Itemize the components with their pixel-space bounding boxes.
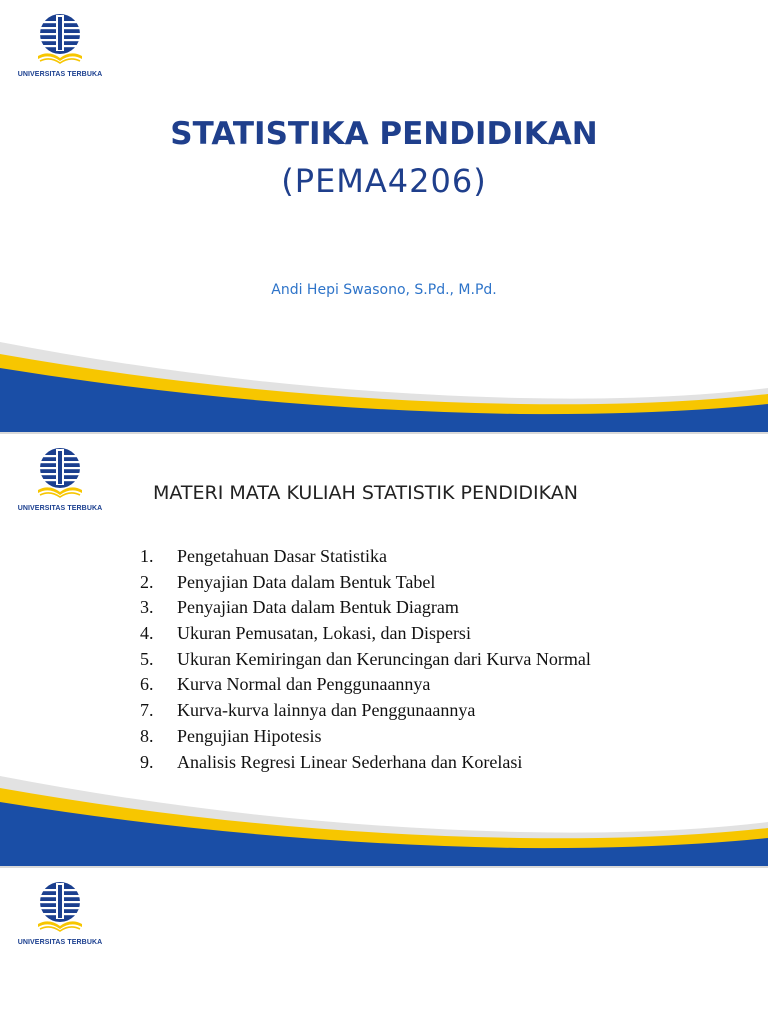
list-item — [140, 672, 740, 698]
item-label: Kurva-kurva lainnya dan Penggunaannya — [177, 700, 476, 721]
slide-title — [0, 0, 768, 432]
slide-next — [0, 868, 768, 1024]
university-emblem-icon — [36, 446, 84, 502]
item-label: Penyajian Data dalam Bentuk Diagram — [177, 597, 459, 618]
logo-text: UNIVERSITAS TERBUKA — [17, 939, 103, 946]
logo-text: UNIVERSITAS TERBUKA — [17, 71, 103, 78]
list-item — [140, 544, 740, 570]
item-number: 8. — [140, 725, 154, 746]
item-label: Ukuran Pemusatan, Lokasi, dan Dispersi — [177, 623, 471, 644]
list-item — [140, 595, 740, 621]
course-title: STATISTIKA PENDIDIKAN — [170, 116, 598, 152]
item-number: 2. — [140, 571, 154, 592]
university-emblem-icon — [36, 12, 84, 68]
list-item — [140, 698, 740, 724]
decorative-wave — [0, 342, 768, 432]
item-label: Pengetahuan Dasar Statistika — [177, 546, 387, 566]
list-item — [140, 570, 740, 596]
item-number: 1. — [140, 546, 154, 566]
slide-syllabus — [0, 434, 768, 866]
university-logo — [10, 446, 110, 518]
list-item — [140, 647, 740, 673]
logo-text: UNIVERSITAS TERBUKA — [17, 505, 103, 512]
item-number: 7. — [140, 700, 154, 721]
list-item — [140, 750, 740, 776]
syllabus-heading: MATERI MATA KULIAH STATISTIK PENDIDIKAN — [153, 482, 578, 504]
item-label: Ukuran Kemiringan dan Keruncingan dari Kurva Normal — [177, 648, 591, 669]
university-emblem-icon — [36, 880, 84, 936]
topic-list — [140, 544, 740, 775]
item-label: Penyajian Data dalam Bentuk Tabel — [177, 571, 436, 592]
item-label: Pengujian Hipotesis — [177, 725, 322, 746]
list-item — [140, 724, 740, 750]
author-name: Andi Hepi Swasono, S.Pd., M.Pd. — [271, 282, 497, 298]
university-logo — [10, 12, 110, 84]
item-label: Analisis Regresi Linear Sederhana dan Korelasi — [177, 751, 523, 772]
university-logo — [10, 880, 110, 952]
list-item — [140, 621, 740, 647]
item-number: 9. — [140, 751, 154, 772]
decorative-wave — [0, 776, 768, 866]
item-number: 4. — [140, 623, 154, 644]
course-code: (PEMA4206) — [281, 162, 487, 200]
item-label: Kurva Normal dan Penggunaannya — [177, 674, 431, 695]
item-number: 6. — [140, 674, 154, 695]
item-number: 3. — [140, 597, 154, 618]
item-number: 5. — [140, 648, 154, 669]
